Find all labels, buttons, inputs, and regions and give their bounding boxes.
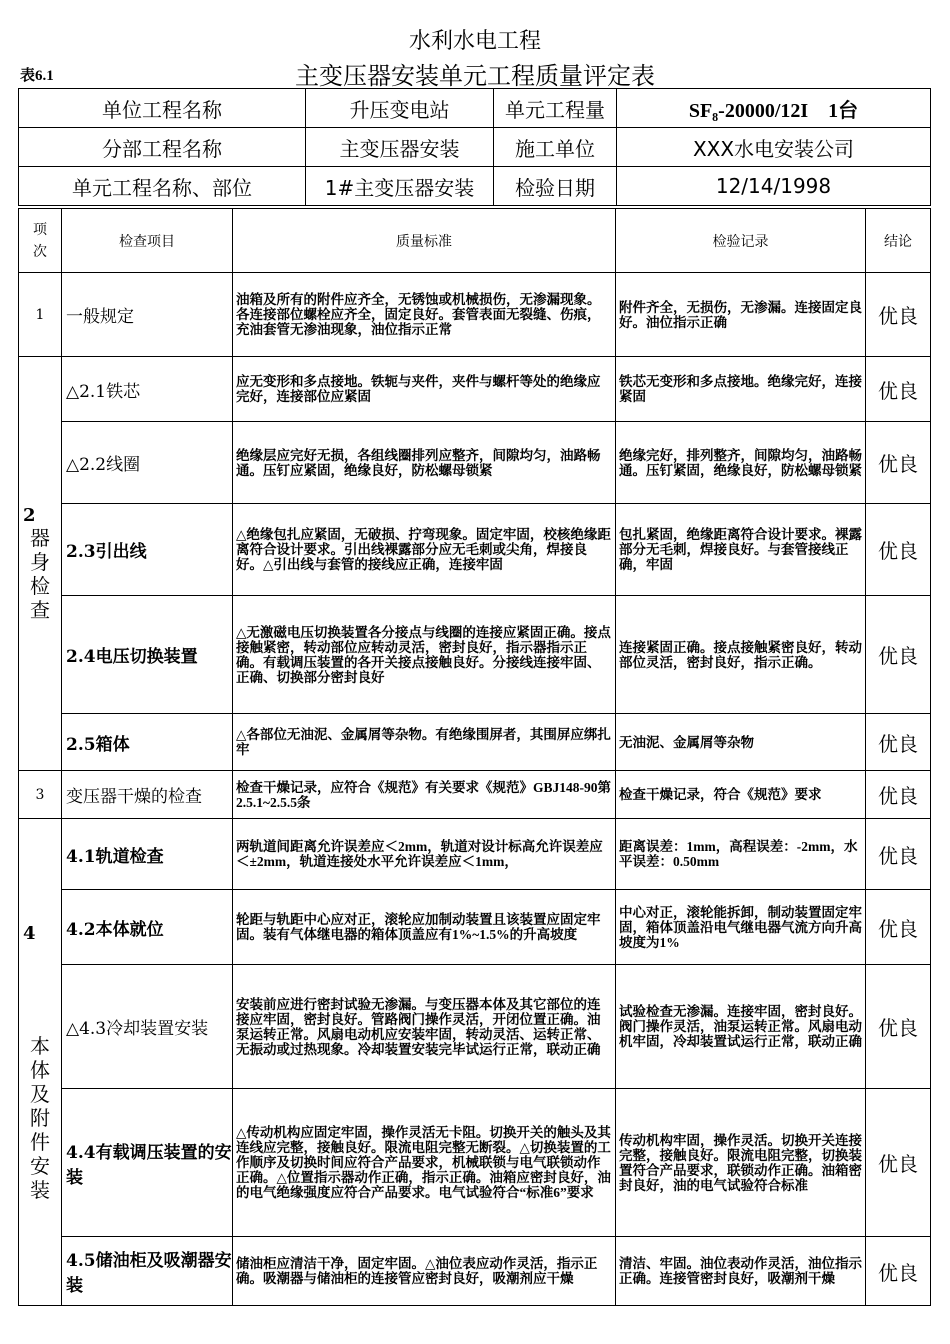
check-item: 2.4电压切换装置 — [62, 596, 233, 714]
check-item: △2.1铁芯 — [62, 357, 233, 422]
table-row — [19, 596, 931, 714]
check-item: △2.2线圈 — [62, 422, 233, 504]
conclusion: 优良 — [866, 1237, 931, 1306]
inspection-record: 连接紧固正确。接点接触紧密良好，转动部位灵活，密封良好，指示正确。 — [616, 596, 866, 714]
unit-project-value: 升压变电站 — [306, 89, 494, 128]
element-label: 单元工程名称、部位 — [19, 167, 306, 206]
quality-standard: 应无变形和多点接地。铁轭与夹件，夹件与螺杆等处的绝缘应完好，连接部位应紧固 — [233, 357, 616, 422]
table-row — [19, 1089, 931, 1237]
inspection-record: 传动机构牢固，操作灵活。切换开关连接完整，接触良好。限流电阻完整，切换装置符合产品要求，联锁动作正确。油箱密封良好，油的电气试验符合标准 — [616, 1089, 866, 1237]
column-header-row — [19, 209, 931, 273]
table-row — [19, 771, 931, 819]
table-row — [19, 819, 931, 890]
inspection-record: 包扎紧固，绝缘距离符合设计要求。裸露部分无毛刺，焊接良好。与套管接线正确，牢固 — [616, 504, 866, 596]
check-item: 一般规定 — [62, 273, 233, 357]
conclusion: 优良 — [866, 1089, 931, 1237]
division-label: 分部工程名称 — [19, 128, 306, 167]
table-number: 表6.1 — [20, 68, 54, 84]
conclusion: 优良 — [866, 422, 931, 504]
conclusion: 优良 — [866, 714, 931, 771]
element-value: 1#主变压器安装 — [306, 167, 494, 206]
inspection-table — [18, 208, 931, 1306]
table-row — [19, 357, 931, 422]
contractor-value: XXX水电安装公司 — [617, 128, 931, 167]
table-row — [19, 273, 931, 357]
info-row-unit — [19, 89, 931, 128]
group-label: 本 体 及 附 件 安 装 — [30, 1033, 50, 1202]
inspection-record: 绝缘完好，排列整齐，间隙均匀，油路畅通。压钉紧固，绝缘良好，防松螺母锁紧 — [616, 422, 866, 504]
inspection-record: 无油泥、金属屑等杂物 — [616, 714, 866, 771]
quality-standard: △无激磁电压切换装置各分接点与线圈的连接应紧固正确。接点接触紧密，转动部位应转动灵活，密封良好，指示器指示正确。有载调压装置的各开关接点接触良好。分接线连接牢固、正确、切换部分密封良好 — [233, 596, 616, 714]
quality-standard: △各部位无油泥、金属屑等杂物。有绝缘围屏者，其围屏应绑扎牢 — [233, 714, 616, 771]
conclusion: 优良 — [866, 504, 931, 596]
inspection-record: 试验检查无渗漏。连接牢固，密封良好。阀门操作灵活，油泵运转正常。风扇电动机牢固，冷却装置试运行正常，联动正确 — [616, 965, 866, 1089]
document-subtitle: 主变压器安装单元工程质量评定表 — [295, 62, 655, 90]
check-item: 4.2本体就位 — [62, 890, 233, 965]
inspection-record: 距离误差：1mm，高程误差：-2mm，水平误差：0.50mm — [616, 819, 866, 890]
date-label: 检验日期 — [494, 167, 617, 206]
check-item: 2.5箱体 — [62, 714, 233, 771]
quality-standard: △传动机构应固定牢固，操作灵活无卡阻。切换开关的触头及其连线应完整，接触良好。限流电阻完整无断裂。△切换装置的工作顺序及切换时间应符合产品要求，机械联锁与电气联锁动作正确。△位置指示器动作正确，指示正确。油箱应密封良好，油的电气绝缘强度应符合产品要求。电气试验符合“标准6”要求 — [233, 1089, 616, 1237]
inspection-record: 清洁、牢固。油位表动作灵活，油位指示正确。连接管密封良好，吸潮剂干燥 — [616, 1237, 866, 1306]
check-item: 4.5储油柜及吸潮器安装 — [62, 1237, 233, 1306]
quality-standard: 检查干燥记录，应符合《规范》有关要求《规范》GBJ148-90第2.5.1~2.5.5条 — [233, 771, 616, 819]
conclusion: 优良 — [866, 273, 931, 357]
conclusion: 优良 — [866, 771, 931, 819]
check-item: 4.4有载调压装置的安装 — [62, 1089, 233, 1237]
inspection-record: 铁芯无变形和多点接地。绝缘完好，连接紧固 — [616, 357, 866, 422]
quality-standard: 绝缘层应完好无损，各组线圈排列应整齐，间隙均匀，油路畅通。压钉应紧固，绝缘良好，防松螺母锁紧 — [233, 422, 616, 504]
row-number: 1 — [19, 273, 62, 357]
info-table — [18, 88, 931, 206]
group-number: 4 — [23, 922, 36, 944]
quality-standard: 轮距与轨距中心应对正，滚轮应加制动装置且该装置应固定牢固。装有气体继电器的箱体顶盖应有1%~1.5%的升高坡度 — [233, 890, 616, 965]
date-value: 12/14/1998 — [617, 167, 931, 206]
quality-standard: 两轨道间距离允许误差应＜2mm，轨道对设计标高允许误差应＜±2mm，轨道连接处水平允许误差应＜1mm， — [233, 819, 616, 890]
quantity-label: 单元工程量 — [494, 89, 617, 128]
info-row-element — [19, 167, 931, 206]
quality-standard: 储油柜应清洁干净，固定牢固。△油位表应动作灵活，指示正确。吸潮器与储油柜的连接管应密封良好，吸潮剂应干燥 — [233, 1237, 616, 1306]
row-number: 3 — [19, 771, 62, 819]
conclusion: 优良 — [866, 965, 931, 1089]
table-row — [19, 890, 931, 965]
conclusion: 优良 — [866, 357, 931, 422]
quality-standard: 油箱及所有的附件应齐全，无锈蚀或机械损伤，无渗漏现象。各连接部位螺栓应齐全，固定良好。套管表面无裂缝、伤痕，充油套管无渗油现象，油位指示正常 — [233, 273, 616, 357]
check-item: △4.3冷却装置安装 — [62, 965, 233, 1089]
inspection-record: 检查干燥记录，符合《规范》要求 — [616, 771, 866, 819]
conclusion: 优良 — [866, 890, 931, 965]
col-no-header: 项 次 — [19, 209, 62, 273]
unit-project-label: 单位工程名称 — [19, 89, 306, 128]
group-number: 2 — [23, 505, 36, 526]
group-2-cell — [19, 357, 62, 771]
inspection-record: 附件齐全，无损伤，无渗漏。连接固定良好。油位指示正确 — [616, 273, 866, 357]
col-record-header: 检验记录 — [616, 209, 866, 273]
inspection-record: 中心对正，滚轮能拆卸，制动装置固定牢固，箱体顶盖沿电气继电器气流方向升高坡度为1% — [616, 890, 866, 965]
document-title: 水利水电工程 — [408, 29, 541, 54]
quality-standard: 安装前应进行密封试验无渗漏。与变压器本体及其它部位的连接应牢固，密封良好。管路阀门操作灵活，开闭位置正确。油泵运转正常。风扇电动机应安装牢固，转动灵活、运转正常、无振动或过热现象。冷却装置安装完毕试运行正常，联动正确 — [233, 965, 616, 1089]
group-label: 器 身 检 查 — [30, 526, 50, 622]
table-row — [19, 714, 931, 771]
col-result-header: 结论 — [866, 209, 931, 273]
quantity-value: SF₈-20000/12I 1台 — [617, 89, 931, 128]
table-row — [19, 504, 931, 596]
check-item: 4.1轨道检查 — [62, 819, 233, 890]
table-row — [19, 965, 931, 1089]
table-row — [19, 1237, 931, 1306]
table-row — [19, 422, 931, 504]
quality-standard: △绝缘包扎应紧固，无破损、拧弯现象。固定牢固，校核绝缘距离符合设计要求。引出线裸露部分应无毛刺或尖角，焊接良好。△引出线与套管的接线应正确，连接牢固 — [233, 504, 616, 596]
col-item-header: 检查项目 — [62, 209, 233, 273]
group-4-cell — [19, 819, 62, 1306]
conclusion: 优良 — [866, 596, 931, 714]
division-value: 主变压器安装 — [306, 128, 494, 167]
check-item: 变压器干燥的检查 — [62, 771, 233, 819]
conclusion: 优良 — [866, 819, 931, 890]
info-row-division — [19, 128, 931, 167]
check-item: 2.3引出线 — [62, 504, 233, 596]
contractor-label: 施工单位 — [494, 128, 617, 167]
col-standard-header: 质量标准 — [233, 209, 616, 273]
